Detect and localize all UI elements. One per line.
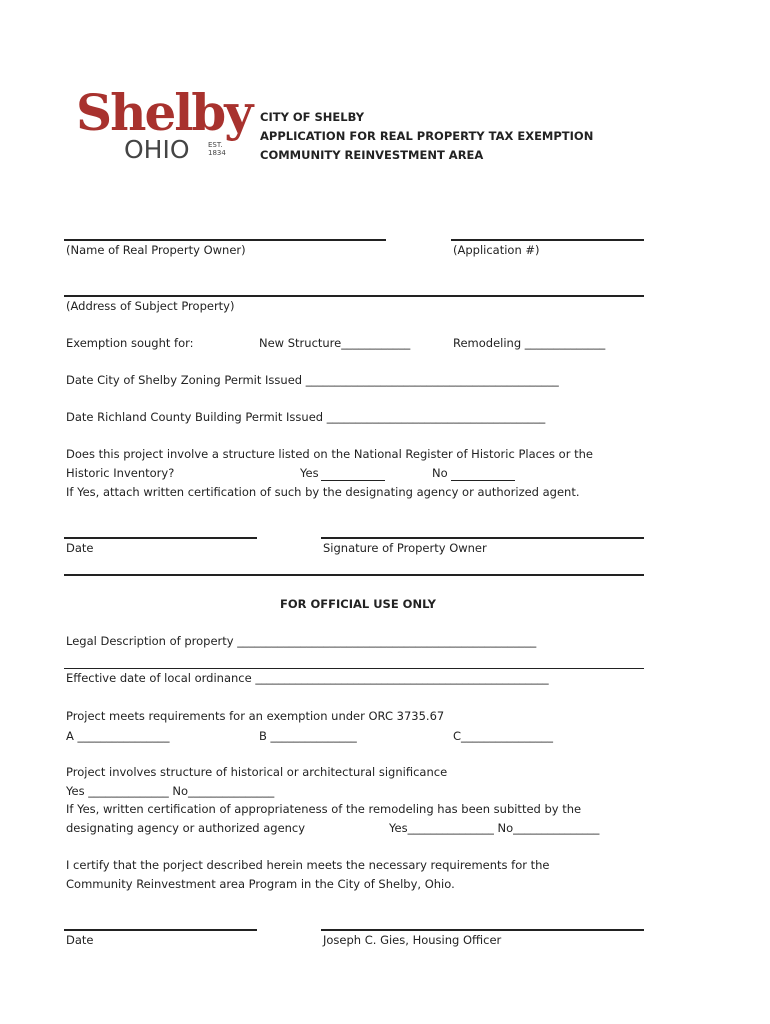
- owner-date-label: Date: [66, 541, 94, 555]
- legal-description-line[interactable]: [64, 668, 644, 669]
- historical-significance-label: Project involves structure of historical or architectural significance: [66, 765, 448, 779]
- header-program: COMMUNITY REINVESTMENT AREA: [260, 148, 484, 162]
- header-application-title: APPLICATION FOR REAL PROPERTY TAX EXEMPTION: [260, 129, 594, 143]
- remodel-certification-line1: If Yes, written certification of appropriateness of the remodeling has been subitted by the: [66, 802, 582, 816]
- historic-yes-label: Yes: [300, 466, 319, 480]
- owner-date-line[interactable]: [64, 537, 257, 539]
- application-number-label: (Application #): [453, 243, 540, 257]
- legal-description-field[interactable]: Legal Description of property ____________________________________________________: [66, 634, 537, 648]
- historic-no-line[interactable]: [451, 480, 515, 481]
- owner-name-label: (Name of Real Property Owner): [66, 243, 246, 257]
- new-structure-field[interactable]: New Structure____________: [259, 336, 411, 350]
- owner-name-line[interactable]: [64, 239, 386, 241]
- logo-est-year: 1834: [208, 149, 226, 158]
- option-a-field[interactable]: A ________________: [66, 729, 170, 743]
- historic-question-line3: If Yes, attach written certification of such by the designating agency or authorized agent.: [66, 485, 580, 499]
- remodel-yes-no-field[interactable]: Yes_______________ No_______________: [389, 821, 600, 835]
- header-city: CITY OF SHELBY: [260, 110, 365, 124]
- remodel-certification-line2: designating agency or authorized agency: [66, 821, 306, 835]
- officer-date-label: Date: [66, 933, 94, 947]
- owner-signature-label: Signature of Property Owner: [323, 541, 487, 555]
- owner-signature-line[interactable]: [321, 537, 644, 539]
- logo-shelby-text: Shelby: [76, 83, 252, 142]
- historical-yes-no-field[interactable]: Yes ______________ No_______________: [66, 784, 275, 798]
- officer-signature-line[interactable]: [321, 929, 644, 931]
- housing-officer-label: Joseph C. Gies, Housing Officer: [323, 933, 502, 947]
- certify-statement-line2: Community Reinvestment area Program in the City of Shelby, Ohio.: [66, 877, 455, 891]
- address-label: (Address of Subject Property): [66, 299, 235, 313]
- effective-date-field[interactable]: Effective date of local ordinance ___________________________________________________: [66, 671, 549, 685]
- option-b-field[interactable]: B _______________: [259, 729, 357, 743]
- historic-no-label: No: [432, 466, 448, 480]
- logo-established: [208, 141, 226, 157]
- officer-date-line[interactable]: [64, 929, 257, 931]
- building-permit-field[interactable]: Date Richland County Building Permit Issued ______________________________________: [66, 410, 546, 424]
- historic-yes-line[interactable]: [321, 480, 385, 481]
- logo-est-label: EST.: [208, 141, 223, 149]
- orc-requirements-label: Project meets requirements for an exemption under ORC 3735.67: [66, 709, 445, 723]
- option-c-field[interactable]: C________________: [453, 729, 554, 743]
- official-use-heading: FOR OFFICIAL USE ONLY: [280, 597, 436, 611]
- application-number-line[interactable]: [451, 239, 644, 241]
- historic-question-line2: Historic Inventory?: [66, 466, 175, 480]
- zoning-permit-field[interactable]: Date City of Shelby Zoning Permit Issued ____________________________________________: [66, 373, 559, 387]
- official-section-divider: [64, 574, 644, 576]
- certify-statement-line1: I certify that the porject described herein meets the necessary requirements for the: [66, 858, 550, 872]
- historic-question-line1: Does this project involve a structure listed on the National Register of Historic Places or the: [66, 447, 593, 461]
- exemption-sought-label: Exemption sought for:: [66, 336, 194, 350]
- shelby-ohio-logo: [76, 83, 252, 168]
- logo-ohio-text: OHIO: [124, 135, 190, 164]
- address-line[interactable]: [64, 295, 644, 297]
- remodeling-field[interactable]: Remodeling ______________: [453, 336, 606, 350]
